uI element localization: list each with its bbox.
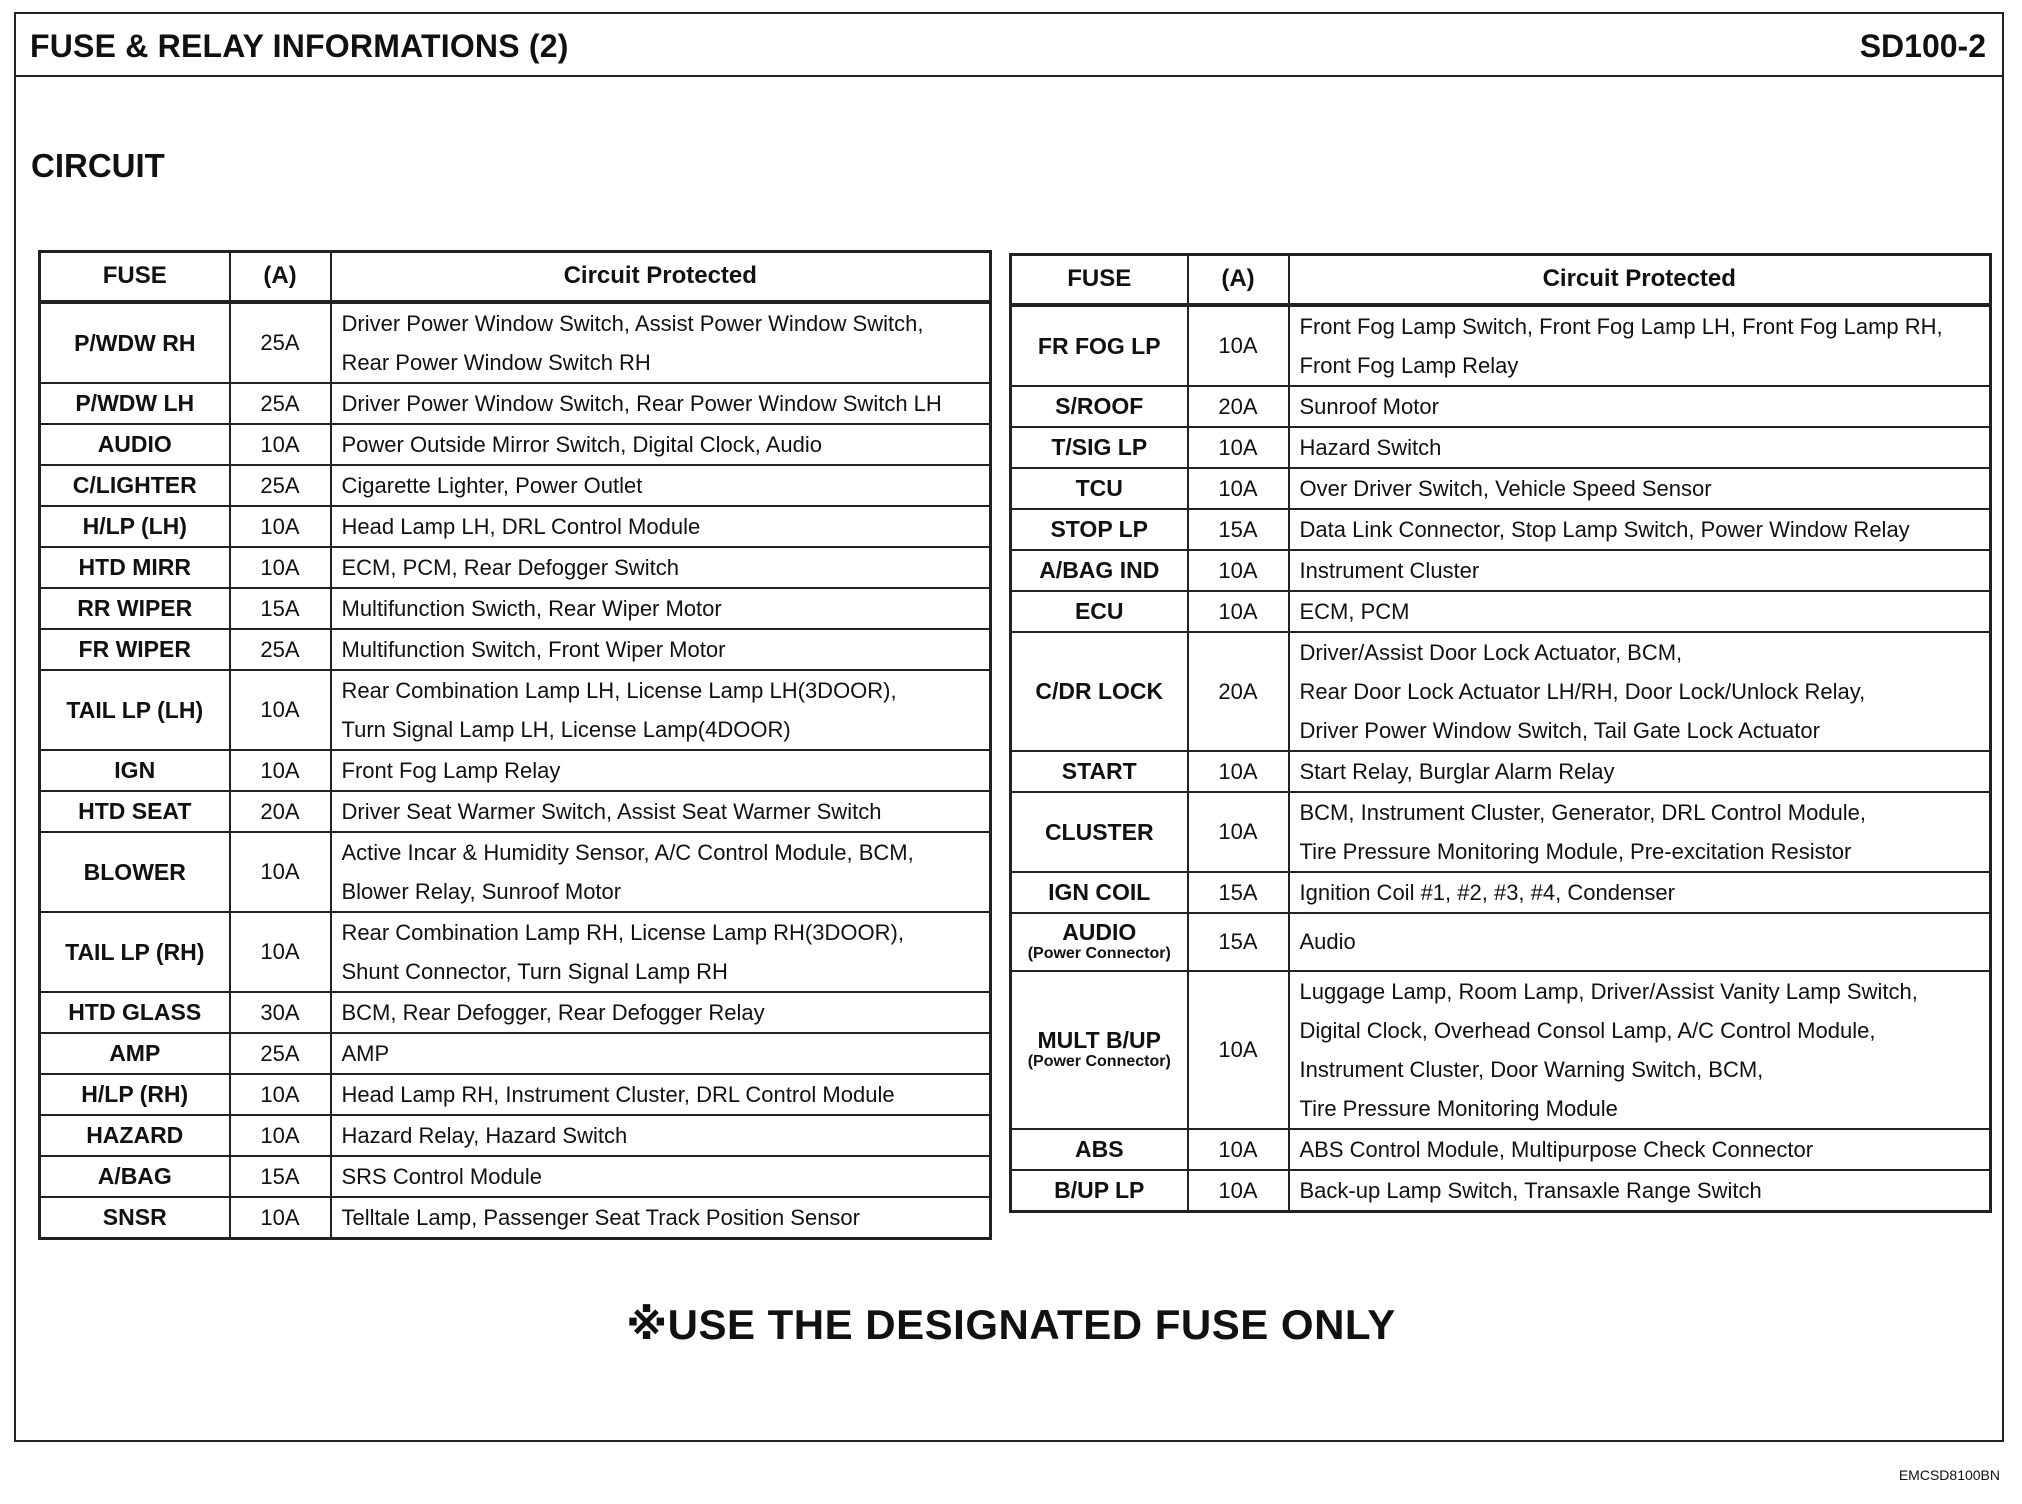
- fuse-label: C/DR LOCK: [1035, 678, 1164, 704]
- fuse-amperage: 10A: [230, 1115, 331, 1156]
- fuse-name: [40, 1033, 230, 1074]
- table-row: [1011, 1170, 1991, 1212]
- circuit-protected: Luggage Lamp, Room Lamp, Driver/Assist Vanity Lamp Switch, Digital Clock, Overhead Consol Lamp, A/C Control Module, Instrument Cluster, Door Warning Switch, BCM, Tire Pressure Monitoring Module: [1289, 971, 1991, 1129]
- fuse-name: [40, 629, 230, 670]
- circuit-protected: ECM, PCM: [1289, 591, 1991, 632]
- circuit-protected: Over Driver Switch, Vehicle Speed Sensor: [1289, 468, 1991, 509]
- fuse-name: [40, 506, 230, 547]
- circuit-protected: Power Outside Mirror Switch, Digital Clock, Audio: [331, 424, 991, 465]
- table-row: [40, 465, 991, 506]
- circuit-protected: Telltale Lamp, Passenger Seat Track Position Sensor: [331, 1197, 991, 1239]
- section-title: CIRCUIT: [31, 147, 165, 184]
- fuse-label: AUDIO: [1062, 918, 1137, 945]
- fuse-amperage: 10A: [1188, 591, 1289, 632]
- table-row: [40, 424, 991, 465]
- circuit-protected: AMP: [331, 1033, 991, 1074]
- fuse-label: FR FOG LP: [1037, 332, 1161, 359]
- fuse-name: [1011, 427, 1188, 468]
- circuit-protected: Hazard Relay, Hazard Switch: [331, 1115, 991, 1156]
- circuit-protected: Sunroof Motor: [1289, 386, 1991, 427]
- fuse-sublabel: (Power Connector): [1027, 944, 1171, 962]
- fuse-label: AMP: [109, 1040, 161, 1066]
- fuse-amperage: 10A: [230, 424, 331, 465]
- designated-fuse-notice: ※USE THE DESIGNATED FUSE ONLY: [626, 1301, 1396, 1348]
- circuit-protected: Front Fog Lamp Relay: [331, 750, 991, 791]
- table-row: [40, 588, 991, 629]
- fuse-label: P/WDW RH: [74, 329, 196, 356]
- circuit-protected: Instrument Cluster: [1289, 550, 1991, 591]
- fuse-name: [40, 832, 230, 912]
- fuse-label: RR WIPER: [77, 595, 193, 621]
- table-row: [1011, 872, 1991, 913]
- fuse-label: A/BAG: [97, 1163, 172, 1189]
- circuit-protected: Front Fog Lamp Switch, Front Fog Lamp LH, Front Fog Lamp RH, Front Fog Lamp Relay: [1289, 305, 1991, 386]
- header-bar: [16, 14, 2002, 77]
- fuse-amperage: 25A: [230, 383, 331, 424]
- fuse-amperage: 25A: [230, 1033, 331, 1074]
- fuse-label: HTD MIRR: [78, 554, 191, 580]
- fuse-amperage: 10A: [1188, 468, 1289, 509]
- fuse-name: [40, 424, 230, 465]
- table-row: [40, 302, 991, 383]
- fuse-name: [1011, 792, 1188, 872]
- table-row: [40, 912, 991, 992]
- document-title: FUSE & RELAY INFORMATIONS (2): [30, 28, 569, 64]
- fuse-name: [1011, 1129, 1188, 1170]
- fuse-amperage: 10A: [1188, 971, 1289, 1129]
- table-row: [40, 992, 991, 1033]
- fuse-label: MULT B/UP: [1037, 1026, 1161, 1053]
- fuse-amperage: 10A: [1188, 1170, 1289, 1212]
- fuse-label: TAIL LP (RH): [65, 938, 205, 965]
- fuse-amperage: 10A: [230, 832, 331, 912]
- fuse-amperage: 20A: [1188, 386, 1289, 427]
- circuit-protected: Data Link Connector, Stop Lamp Switch, Power Window Relay: [1289, 509, 1991, 550]
- circuit-protected: ECM, PCM, Rear Defogger Switch: [331, 547, 991, 588]
- table-row: [1011, 386, 1991, 427]
- table-row: [40, 1033, 991, 1074]
- circuit-protected: Active Incar & Humidity Sensor, A/C Control Module, BCM, Blower Relay, Sunroof Motor: [331, 832, 991, 912]
- fuse-label: CLUSTER: [1044, 818, 1154, 845]
- fuse-amperage: 25A: [230, 465, 331, 506]
- fuse-label: HTD SEAT: [78, 798, 192, 824]
- table-row: [40, 1197, 991, 1239]
- table-row: [1011, 751, 1991, 792]
- fuse-label: IGN COIL: [1048, 879, 1151, 905]
- fuse-name: [1011, 751, 1188, 792]
- fuse-label: A/BAG IND: [1039, 557, 1160, 583]
- fuse-amperage: 10A: [230, 1074, 331, 1115]
- table-row: [40, 506, 991, 547]
- fuse-label: STOP LP: [1050, 516, 1149, 542]
- column-header-amp: (A): [1188, 255, 1289, 305]
- fuse-name: [40, 670, 230, 750]
- fuse-name: [1011, 971, 1188, 1129]
- fuse-table-left: [38, 250, 992, 1240]
- table-row: [40, 1156, 991, 1197]
- fuse-name: [40, 302, 230, 383]
- fuse-label: ABS: [1074, 1136, 1124, 1162]
- fuse-label: B/UP LP: [1054, 1177, 1145, 1203]
- fuse-name: [40, 547, 230, 588]
- fuse-name: [1011, 591, 1188, 632]
- fuse-name: [40, 383, 230, 424]
- table-row: [1011, 792, 1991, 872]
- fuse-name: [40, 465, 230, 506]
- fuse-amperage: 25A: [230, 629, 331, 670]
- fuse-name: [40, 1115, 230, 1156]
- circuit-protected: Audio: [1289, 913, 1991, 971]
- table-row: [1011, 632, 1991, 751]
- table-row: [1011, 427, 1991, 468]
- fuse-name: [40, 588, 230, 629]
- fuse-amperage: 15A: [1188, 913, 1289, 971]
- fuse-amperage: 15A: [1188, 872, 1289, 913]
- fuse-amperage: 10A: [1188, 1129, 1289, 1170]
- column-header-circuit: Circuit Protected: [1289, 255, 1991, 305]
- fuse-name: [40, 1074, 230, 1115]
- fuse-label: H/LP (RH): [81, 1081, 189, 1107]
- column-header-fuse: FUSE: [1011, 255, 1188, 305]
- table-row: [40, 1074, 991, 1115]
- circuit-protected: BCM, Instrument Cluster, Generator, DRL Control Module, Tire Pressure Monitoring Module, Pre-excitation Resistor: [1289, 792, 1991, 872]
- fuse-label: HTD GLASS: [68, 999, 202, 1025]
- fuse-amperage: 10A: [1188, 427, 1289, 468]
- fuse-name: [40, 791, 230, 832]
- fuse-label: HAZARD: [86, 1122, 184, 1148]
- fuse-name: [40, 912, 230, 992]
- fuse-name: [1011, 872, 1188, 913]
- fuse-name: [1011, 468, 1188, 509]
- fuse-name: [40, 1197, 230, 1239]
- circuit-protected: Rear Combination Lamp RH, License Lamp RH(3DOOR), Shunt Connector, Turn Signal Lamp RH: [331, 912, 991, 992]
- circuit-protected: Head Lamp RH, Instrument Cluster, DRL Control Module: [331, 1074, 991, 1115]
- circuit-protected: BCM, Rear Defogger, Rear Defogger Relay: [331, 992, 991, 1033]
- document-code: SD100-2: [1859, 28, 1986, 64]
- table-row: [40, 832, 991, 912]
- circuit-protected: Multifunction Swicth, Rear Wiper Motor: [331, 588, 991, 629]
- fuse-name: [1011, 550, 1188, 591]
- fuse-label: START: [1061, 758, 1137, 784]
- table-header-row: [1011, 255, 1991, 305]
- table-row: [40, 383, 991, 424]
- table-header-row: [40, 252, 991, 302]
- fuse-amperage: 20A: [230, 791, 331, 832]
- fuse-label: TCU: [1075, 475, 1123, 501]
- fuse-name: [1011, 509, 1188, 550]
- table-row: [1011, 468, 1991, 509]
- fuse-amperage: 30A: [230, 992, 331, 1033]
- fuse-amperage: 10A: [1188, 751, 1289, 792]
- fuse-amperage: 10A: [230, 1197, 331, 1239]
- fuse-amperage: 10A: [1188, 792, 1289, 872]
- fuse-label: T/SIG LP: [1051, 434, 1148, 460]
- circuit-protected: Start Relay, Burglar Alarm Relay: [1289, 751, 1991, 792]
- fuse-name: [1011, 386, 1188, 427]
- circuit-protected: Driver Seat Warmer Switch, Assist Seat Warmer Switch: [331, 791, 991, 832]
- fuse-amperage: 10A: [230, 670, 331, 750]
- fuse-name: [1011, 632, 1188, 751]
- fuse-amperage: 10A: [230, 912, 331, 992]
- fuse-amperage: 10A: [230, 506, 331, 547]
- table-row: [40, 1115, 991, 1156]
- table-row: [40, 670, 991, 750]
- fuse-amperage: 15A: [230, 1156, 331, 1197]
- fuse-label: AUDIO: [97, 431, 172, 457]
- fuse-label: P/WDW LH: [75, 390, 195, 416]
- fuse-amperage: 10A: [230, 750, 331, 791]
- circuit-protected: Driver/Assist Door Lock Actuator, BCM, Rear Door Lock Actuator LH/RH, Door Lock/Unlock Relay, Driver Power Window Switch, Tail Gate Lock Actuator: [1289, 632, 1991, 751]
- fuse-name: [1011, 913, 1188, 971]
- fuse-sublabel: (Power Connector): [1027, 1052, 1171, 1070]
- circuit-protected: Rear Combination Lamp LH, License Lamp LH(3DOOR), Turn Signal Lamp LH, License Lamp(4DOOR): [331, 670, 991, 750]
- fuse-name: [1011, 305, 1188, 386]
- fuse-label: C/LIGHTER: [72, 472, 197, 498]
- column-header-circuit: Circuit Protected: [331, 252, 991, 302]
- fuse-label: FR WIPER: [78, 636, 191, 662]
- fuse-label: TAIL LP (LH): [66, 696, 204, 723]
- table-row: [1011, 509, 1991, 550]
- table-row: [40, 750, 991, 791]
- fuse-amperage: 20A: [1188, 632, 1289, 751]
- circuit-protected: Multifunction Switch, Front Wiper Motor: [331, 629, 991, 670]
- fuse-amperage: 15A: [1188, 509, 1289, 550]
- table-row: [1011, 1129, 1991, 1170]
- fuse-name: [40, 750, 230, 791]
- circuit-protected: Back-up Lamp Switch, Transaxle Range Switch: [1289, 1170, 1991, 1212]
- table-row: [1011, 971, 1991, 1129]
- fuse-amperage: 10A: [1188, 305, 1289, 386]
- fuse-name: [40, 992, 230, 1033]
- circuit-protected: Ignition Coil #1, #2, #3, #4, Condenser: [1289, 872, 1991, 913]
- fuse-amperage: 10A: [230, 547, 331, 588]
- circuit-protected: Driver Power Window Switch, Assist Power Window Switch, Rear Power Window Switch RH: [331, 302, 991, 383]
- circuit-protected: Hazard Switch: [1289, 427, 1991, 468]
- table-row: [40, 791, 991, 832]
- table-row: [1011, 305, 1991, 386]
- fuse-amperage: 25A: [230, 302, 331, 383]
- fuse-amperage: 15A: [230, 588, 331, 629]
- circuit-protected: Driver Power Window Switch, Rear Power Window Switch LH: [331, 383, 991, 424]
- fuse-name: [40, 1156, 230, 1197]
- fuse-label: H/LP (LH): [82, 513, 187, 539]
- fuse-label: S/ROOF: [1055, 393, 1144, 419]
- table-row: [1011, 913, 1991, 971]
- column-header-amp: (A): [230, 252, 331, 302]
- table-row: [1011, 550, 1991, 591]
- fuse-table-right: [1009, 253, 1992, 1213]
- table-row: [40, 547, 991, 588]
- circuit-protected: ABS Control Module, Multipurpose Check Connector: [1289, 1129, 1991, 1170]
- fuse-name: [1011, 1170, 1188, 1212]
- circuit-protected: SRS Control Module: [331, 1156, 991, 1197]
- fuse-label: ECU: [1074, 598, 1124, 624]
- footer-reference-code: EMCSD8100BN: [1898, 1467, 2000, 1483]
- fuse-amperage: 10A: [1188, 550, 1289, 591]
- table-row: [1011, 591, 1991, 632]
- fuse-label: BLOWER: [83, 858, 186, 885]
- table-row: [40, 629, 991, 670]
- column-header-fuse: FUSE: [40, 252, 230, 302]
- fuse-label: SNSR: [102, 1204, 167, 1230]
- circuit-protected: Head Lamp LH, DRL Control Module: [331, 506, 991, 547]
- fuse-label: IGN: [114, 757, 156, 783]
- circuit-protected: Cigarette Lighter, Power Outlet: [331, 465, 991, 506]
